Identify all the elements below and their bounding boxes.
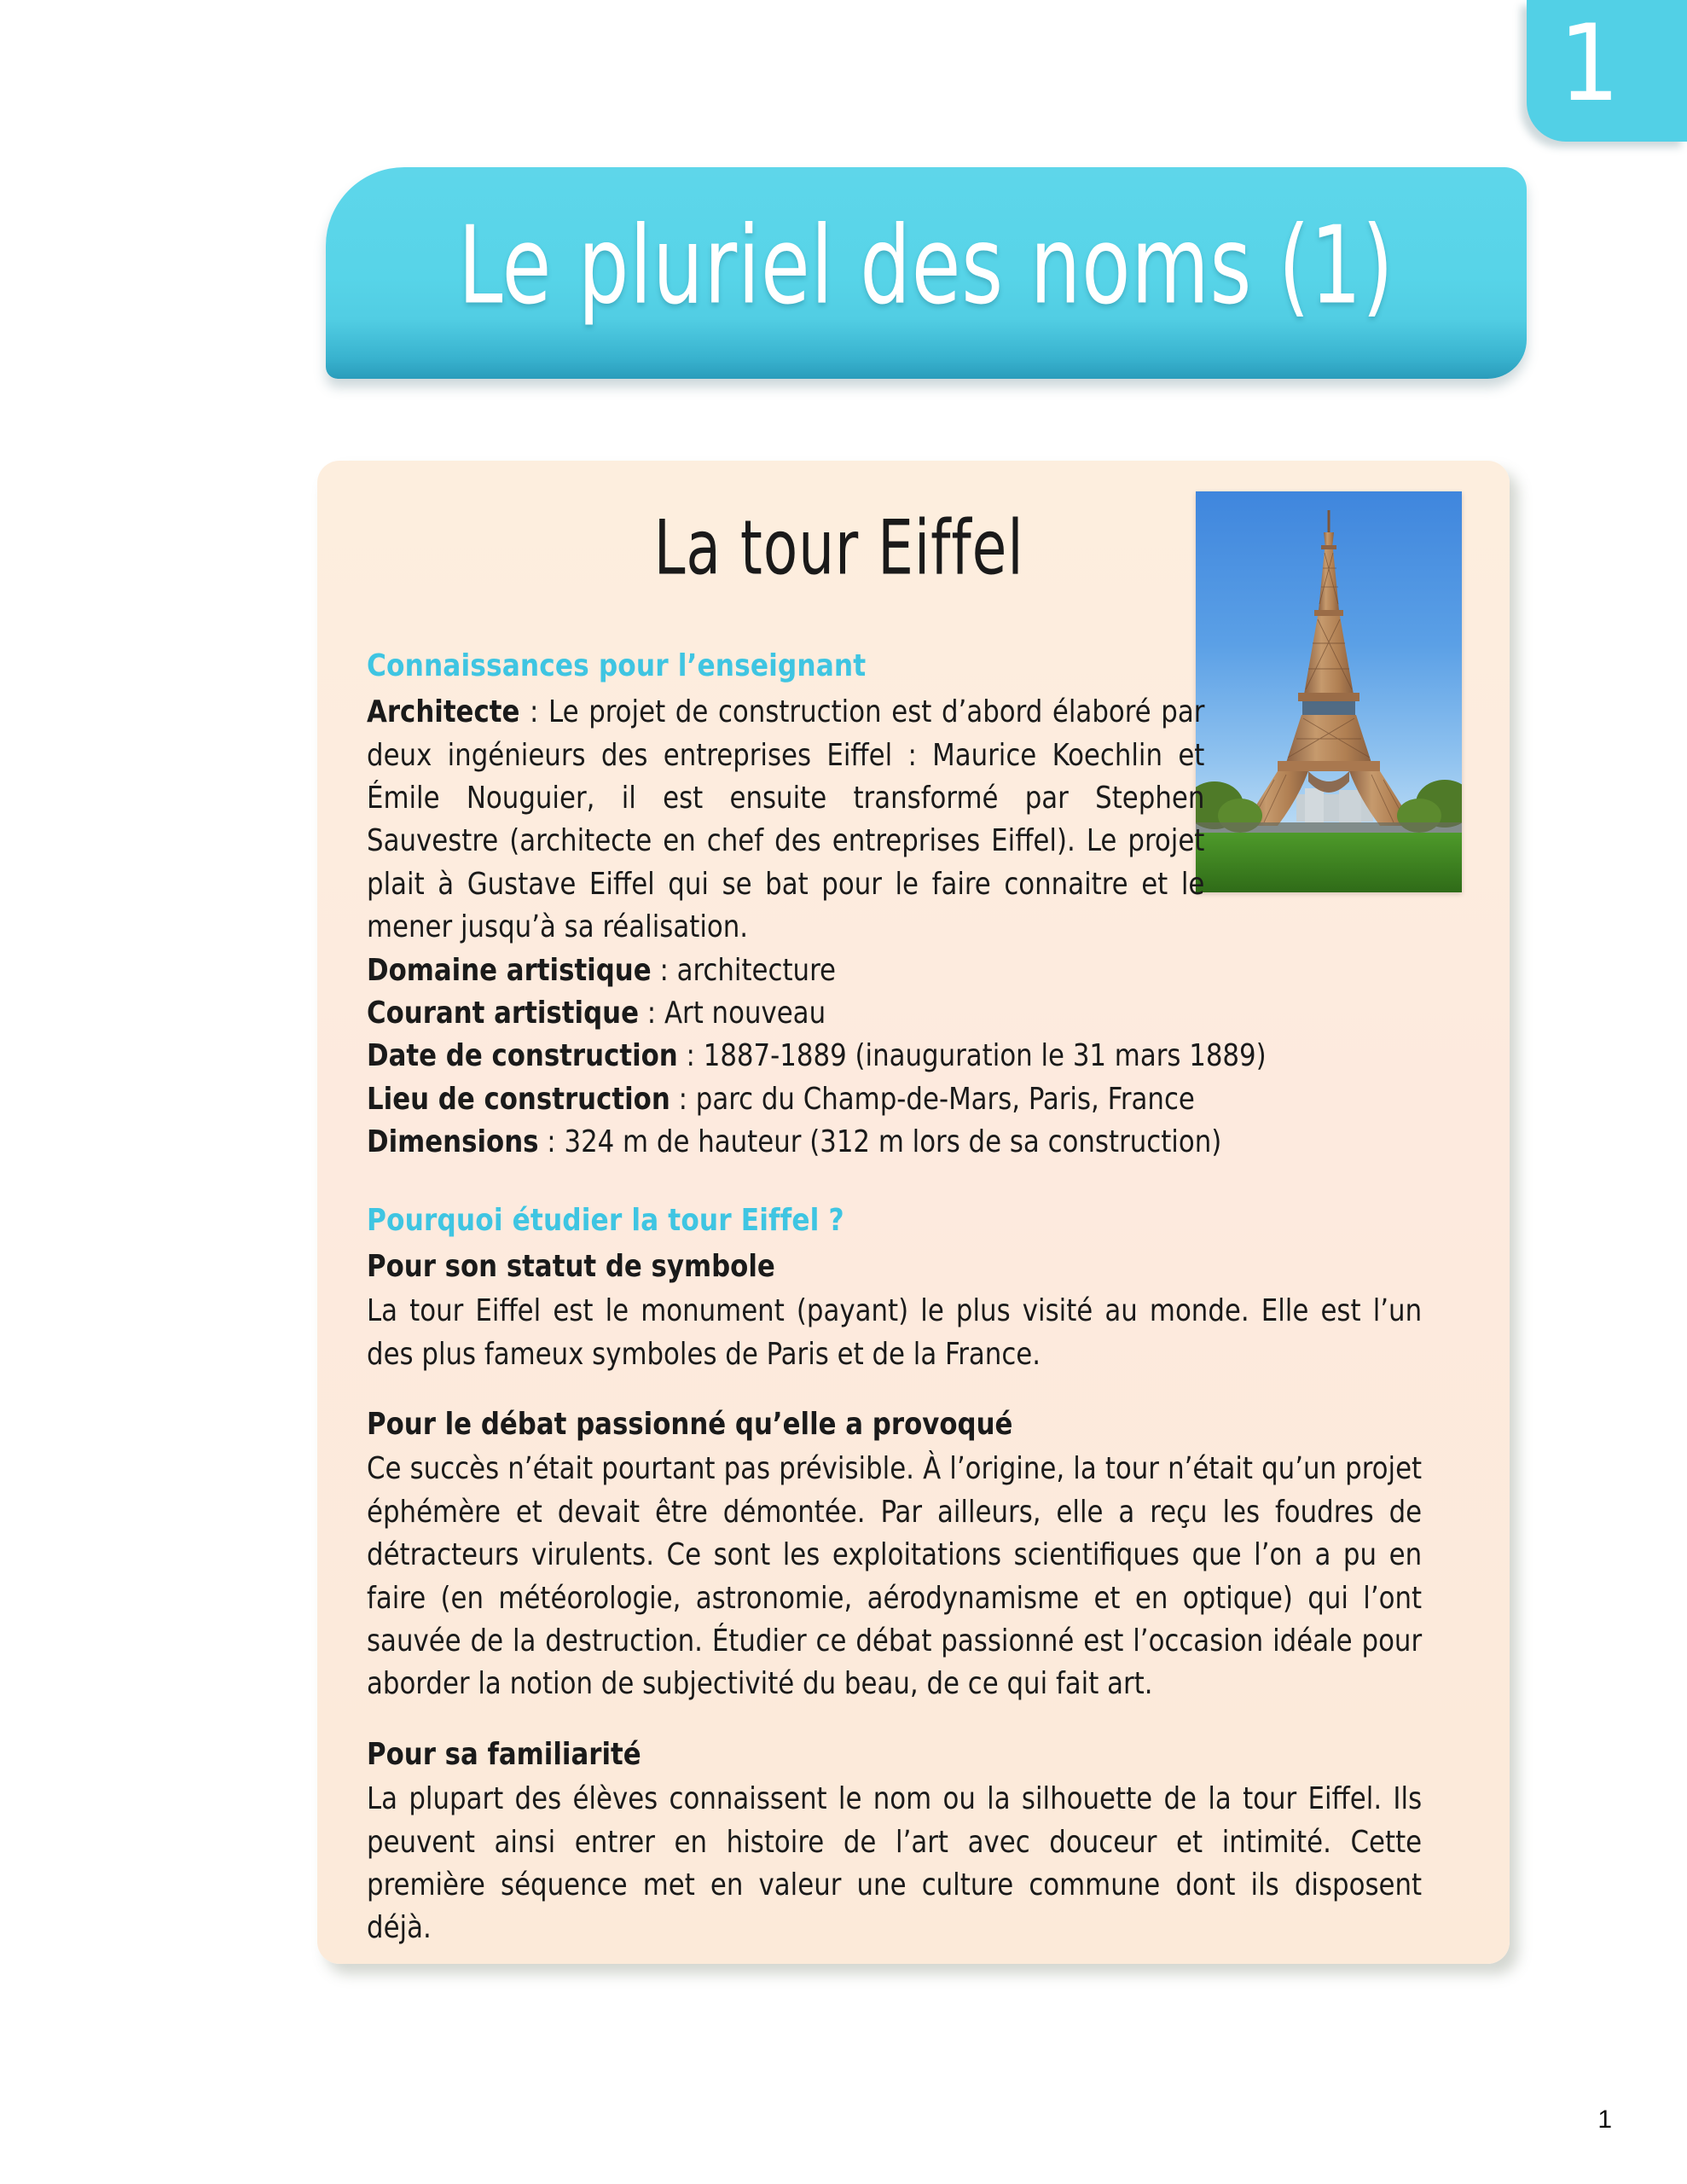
meta-row-lieu: [367, 1078, 1422, 1121]
meta-label-courant: Courant artistique: [367, 995, 639, 1031]
lesson-title: Le pluriel des noms (1): [458, 204, 1394, 328]
meta-label-lieu: Lieu de construction: [367, 1081, 670, 1117]
chapter-tab-number: 1: [1559, 3, 1618, 125]
block-title-debat: Pour le débat passionné qu’elle a provoqué: [367, 1406, 1013, 1442]
meta-value-domaine: : architecture: [651, 952, 836, 988]
subheading-teacher-knowledge: Connaissances pour l’enseignant: [367, 648, 867, 683]
meta-row-date: [367, 1035, 1422, 1077]
chapter-tab: [1527, 0, 1687, 142]
meta-label-domaine: Domaine artistique: [367, 952, 652, 988]
meta-value-date: : 1887-1889 (inauguration le 31 mars 1889): [677, 1038, 1267, 1074]
lesson-title-banner: [326, 167, 1527, 379]
meta-value-lieu: : parc du Champ-de-Mars, Paris, France: [670, 1081, 1195, 1117]
meta-value-courant: : Art nouveau: [638, 995, 826, 1031]
card-title: La tour Eiffel: [653, 504, 1024, 592]
card-text-body: [367, 644, 1460, 1950]
architect-text: : Le projet de construction est d’abord élaboré par deux ingénieurs des entreprises Eiffel : Maurice Koechlin et Émile Nouguier, il est ensuite transformé par Stephen Sauvestre (architecte en chef des entreprises Eiffel). Le projet plait à Gustave Eiffel qui se bat pour le faire connaitre et le mener jusqu’à sa réalisation.: [367, 694, 1205, 945]
architect-paragraph: [367, 691, 1204, 949]
block-title-symbole: Pour son statut de symbole: [367, 1248, 775, 1284]
meta-label-dimensions: Dimensions: [367, 1124, 539, 1160]
meta-row-domaine: [367, 950, 1422, 992]
page-number: 1: [1597, 2106, 1612, 2134]
meta-row-dimensions: [367, 1121, 1422, 1164]
block-text-symbole: La tour Eiffel est le monument (payant) le plus visité au monde. Elle est l’un des plus fameux symboles de Paris et de la France.: [367, 1293, 1423, 1372]
meta-label-date: Date de construction: [367, 1038, 678, 1074]
block-text-familiarite: La plupart des élèves connaissent le nom ou la silhouette de la tour Eiffel. Ils peuvent ainsi entrer en histoire de l’art avec douceur et intimité. Cette première séquence met en valeur une culture commune dont ils disposent déjà.: [367, 1781, 1423, 1946]
architect-label: Architecte: [367, 694, 520, 730]
meta-row-courant: [367, 992, 1422, 1035]
block-text-debat: Ce succès n’était pourtant pas prévisible. À l’origine, la tour n’était qu’un projet éphémère et devait être démontée. Par ailleurs, elle a reçu les foudres de détracteurs virulents. Ce sont les exploitations scientifiques que l’on a pu en faire (en météorologie, astronomie, aérodynamisme et en optique) qui l’ont sauvée de la destruction. Étudier ce débat passionné est l’occasion idéale pour aborder la notion de subjectivité du beau, de ce qui fait art.: [367, 1451, 1423, 1702]
block-title-familiarite: Pour sa familiarité: [367, 1736, 641, 1772]
meta-value-dimensions: : 324 m de hauteur (312 m lors de sa construction): [538, 1124, 1222, 1160]
artwork-info-card: [317, 461, 1510, 1964]
subheading-why-study: Pourquoi étudier la tour Eiffel ?: [367, 1202, 844, 1238]
